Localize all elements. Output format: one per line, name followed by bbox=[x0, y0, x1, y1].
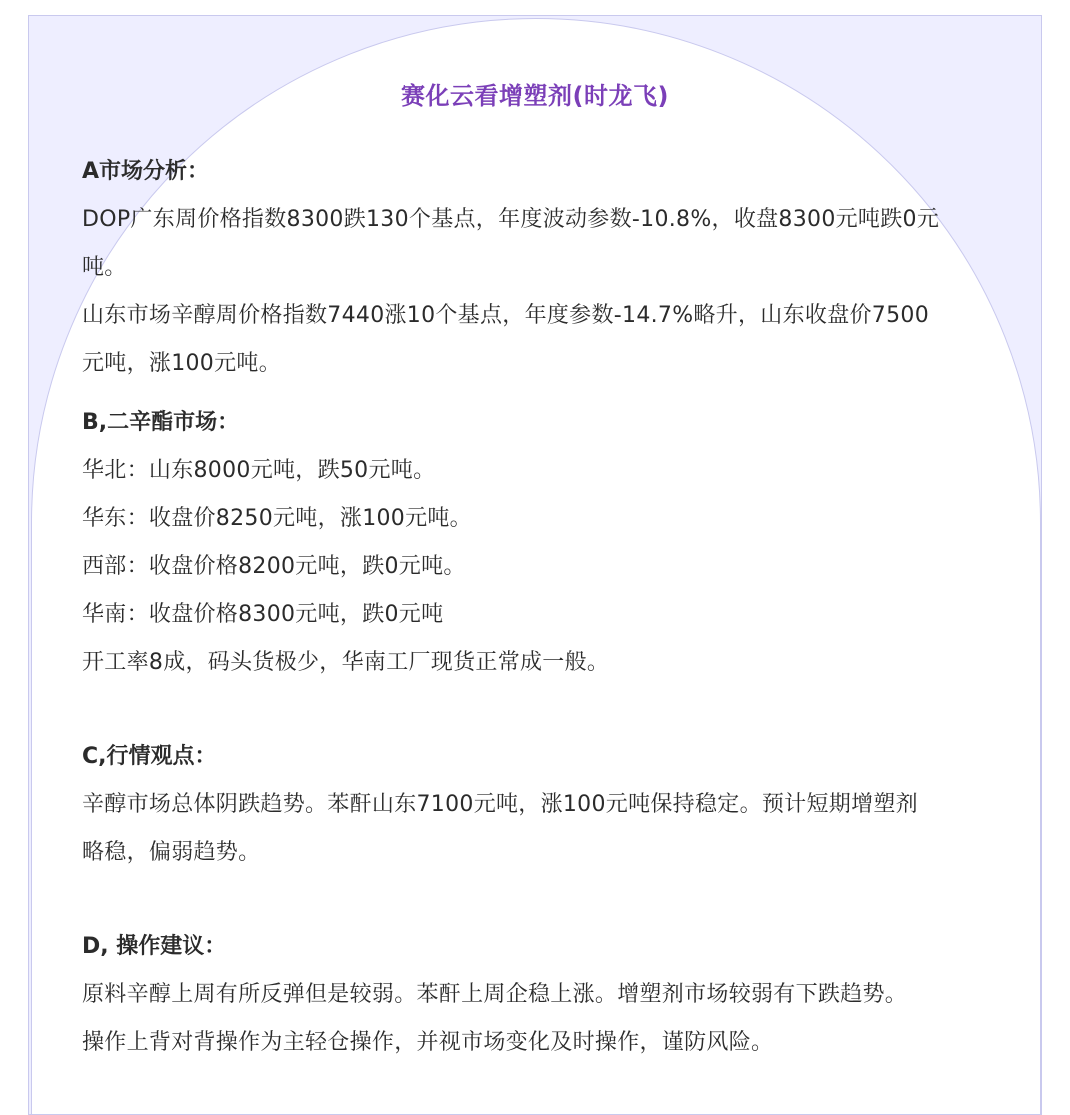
paragraph-line: 西部：收盘价格8200元吨，跌0元吨。 bbox=[82, 554, 466, 579]
section-market-view bbox=[82, 733, 1002, 877]
section-heading: D, 操作建议： bbox=[82, 934, 227, 959]
paragraph-line: 开工率8成，码头货极少，华南工厂现货正常成一般。 bbox=[82, 650, 610, 675]
article-title: 赛化云看增塑剂(时龙飞) bbox=[401, 82, 669, 110]
paragraph-line: 操作上背对背操作为主轻仓操作，并视市场变化及时操作，谨防风险。 bbox=[82, 1030, 774, 1055]
article-content bbox=[82, 78, 1002, 1067]
paragraph-line: 华南：收盘价格8300元吨，跌0元吨 bbox=[82, 602, 444, 627]
paragraph-line: 华东：收盘价8250元吨，涨100元吨。 bbox=[82, 506, 472, 531]
paragraph-line: 元吨，涨100元吨。 bbox=[82, 351, 281, 376]
section-dioctyl-market bbox=[82, 399, 1002, 687]
paragraph-line: 山东市场辛醇周价格指数7440涨10个基点，年度参数-14.7%略升，山东收盘价7500 bbox=[82, 303, 929, 328]
paragraph-line: DOP广东周价格指数8300跌130个基点，年度波动参数-10.8%，收盘8300元吨跌0元 bbox=[82, 207, 940, 232]
paragraph-line: 吨。 bbox=[82, 255, 127, 280]
section-heading: C,行情观点： bbox=[82, 744, 217, 769]
section-heading: B,二辛酯市场： bbox=[82, 410, 240, 435]
section-market-analysis bbox=[82, 148, 1002, 388]
paragraph-line: 辛醇市场总体阴跌趋势。苯酐山东7100元吨，涨100元吨保持稳定。预计短期增塑剂 bbox=[82, 792, 918, 817]
paragraph-line: 略稳，偏弱趋势。 bbox=[82, 840, 261, 865]
paragraph-line: 华北：山东8000元吨，跌50元吨。 bbox=[82, 458, 436, 483]
paragraph-line: 原料辛醇上周有所反弹但是较弱。苯酐上周企稳上涨。增塑剂市场较弱有下跌趋势。 bbox=[82, 982, 908, 1007]
section-heading: A市场分析： bbox=[82, 159, 210, 184]
section-operation-advice bbox=[82, 923, 1002, 1067]
